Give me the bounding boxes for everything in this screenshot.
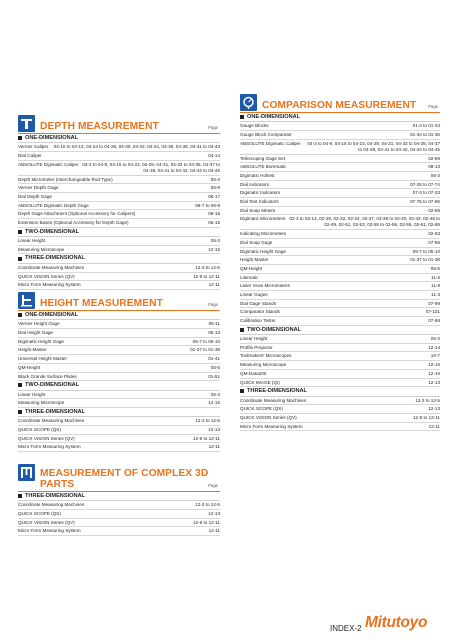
page-reference: 06-9 [210, 185, 220, 191]
index-row [18, 346, 220, 355]
product-name: Digimatic Holtest [240, 172, 275, 178]
index-row [18, 202, 220, 211]
category-heading [18, 254, 220, 263]
section-title: HEIGHT MEASUREMENT [40, 298, 163, 309]
product-name: Comparator Stands [240, 309, 280, 315]
page-reference: 12-3 to 12-5 [195, 418, 220, 424]
product-name: Dial Gage Stands [240, 300, 277, 306]
product-name: QM-Height [18, 364, 41, 370]
index-row [240, 282, 440, 291]
index-row [240, 230, 440, 239]
index-row [240, 207, 440, 216]
category-label: ONE-DIMENSIONAL [25, 135, 79, 141]
page-reference: 12-3 to 12-5 [195, 264, 220, 270]
index-row [240, 405, 440, 414]
product-name: QUICK IMAGE (QI) [240, 379, 280, 385]
product-name: Digimatic Micrometers [240, 216, 286, 222]
page-reference: 01-51 [208, 373, 220, 379]
product-name: Toolmakers' Microscopes [240, 353, 292, 359]
index-row [18, 176, 220, 185]
page-reference: 07-75 to 07-86 [410, 198, 440, 204]
product-name: Height Master [240, 257, 269, 263]
complex-3d-section [18, 464, 220, 536]
index-row [240, 379, 440, 388]
page-reference: 05-7 to 05-10 [192, 338, 220, 344]
brand-logo: Mitutoyo [365, 614, 428, 631]
square-bullet-icon [18, 230, 22, 234]
page-column-label: Page [208, 302, 218, 307]
index-row [18, 501, 220, 510]
page-reference: 01-3 to 01-33 [412, 123, 440, 129]
product-name: Micro Form Measuring System [18, 444, 81, 450]
index-row [18, 264, 220, 273]
index-row [240, 155, 440, 164]
page-reference: 04-10 to 04-13, 04-24 to 04-28, 04-30, 04-32, 04-34, 04-36, 04-39, 04-41 to 04-43 [53, 144, 220, 150]
product-name: QUICK SCOPE (QS) [240, 406, 283, 412]
product-name: Dial Snap Gage [240, 239, 273, 245]
index-row [18, 364, 220, 373]
category-label: THREE-DIMENSIONAL [25, 408, 85, 415]
category-label: THREE-DIMENSIONAL [25, 493, 85, 499]
product-name: Micro Form Measuring System [18, 528, 81, 534]
product-name: ABSOLUTE Digimatic Caliper [240, 140, 301, 146]
index-row [18, 399, 220, 408]
page-reference: 01-34 to 01-35 [410, 132, 440, 138]
product-name: ABSOLUTE Digimatic Caliper [18, 161, 79, 167]
product-name: Coordinate Measuring Machines [240, 397, 307, 403]
page-reference: 12-11 [208, 444, 220, 450]
height-gauge-icon [18, 292, 35, 309]
page-reference: 12-13 [428, 406, 440, 412]
page-reference: 01-37 to 01-38 [190, 347, 220, 353]
index-row [18, 426, 220, 435]
page-reference: 07-101 [425, 309, 440, 315]
index-row [240, 256, 440, 265]
category-heading [18, 228, 220, 237]
page-reference: 05-5 [430, 265, 440, 271]
product-name: QUICK VISION Series (QV) [18, 273, 75, 279]
page-reference: 12-15 [208, 246, 220, 252]
page-reference: 12-13 [208, 427, 220, 433]
page-reference: 12-15 [428, 362, 440, 368]
page-reference: 05-11 [208, 321, 220, 327]
product-name: Dial Caliper [18, 153, 42, 159]
index-row [18, 391, 220, 400]
page-reference: 07-25 to 07-74 [410, 181, 440, 187]
page-reference: 08-13 [428, 164, 440, 170]
category-label: TWO-DIMENSIONAL [247, 326, 302, 333]
page-reference: 12-9 to 12-11 [413, 414, 440, 420]
page-column-label: Page [208, 483, 218, 488]
product-name: Digimatic Height Gage [240, 248, 286, 254]
index-row [240, 122, 440, 131]
product-name: Coordinate Measuring Machines [18, 418, 85, 424]
square-bullet-icon [240, 389, 244, 393]
product-name: Linear Height [240, 336, 268, 342]
section-title: COMPARISON MEASUREMENT [262, 100, 417, 111]
index-row [240, 140, 440, 155]
index-row [18, 329, 220, 338]
height-measurement-section [18, 288, 220, 452]
category-heading [240, 113, 440, 122]
square-bullet-icon [240, 115, 244, 119]
depth-gauge-icon [18, 115, 35, 132]
page-reference: 11-8 [431, 283, 440, 289]
index-row [240, 189, 440, 198]
section-groups [18, 311, 220, 452]
product-name: Measuring Microscope [18, 246, 65, 252]
square-bullet-icon [240, 328, 244, 332]
product-name: Dial Height Gage [18, 330, 53, 336]
square-bullet-icon [18, 313, 22, 317]
index-row [18, 193, 220, 202]
product-name: Dial Snap Meters [240, 207, 276, 213]
page-reference: 05-3 [430, 336, 440, 342]
index-row [18, 519, 220, 528]
page-reference: 12-13 [428, 379, 440, 385]
category-heading [18, 311, 220, 320]
index-row [18, 161, 220, 176]
product-name: Black Granite Surface Plates [18, 373, 77, 379]
category-label: ONE-DIMENSIONAL [247, 114, 301, 120]
index-row [240, 239, 440, 248]
page-reference: 05-3 [210, 238, 220, 244]
product-name: Digimatic Height Gage [18, 338, 64, 344]
product-name: QUICK SCOPE (QS) [18, 511, 61, 517]
product-name: Micro Form Measuring System [240, 423, 303, 429]
category-label: ONE-DIMENSIONAL [25, 312, 79, 318]
page-reference: 11-5 [431, 274, 440, 280]
product-name: Linear Gages [240, 291, 268, 297]
index-row [240, 131, 440, 140]
product-name: Linear Height [18, 238, 46, 244]
square-bullet-icon [18, 257, 22, 261]
page-reference: 05-5 [210, 364, 220, 370]
page-reference: 06-17 [208, 193, 220, 199]
index-row [240, 317, 440, 326]
product-name: Depth Micrometer (Interchangeable Rod Type) [18, 176, 113, 182]
product-name: QUICK VISION Series (QV) [18, 519, 75, 525]
product-name: Height Master [18, 347, 47, 353]
index-row [240, 308, 440, 317]
product-name: ABSOLUTE Digimatic Depth Gage [18, 202, 89, 208]
page-reference: 12-16 [428, 370, 440, 376]
index-row [18, 237, 220, 246]
product-name: Calibration Tester [240, 318, 276, 324]
section-title: DEPTH MEASUREMENT [40, 121, 159, 132]
index-row [18, 338, 220, 347]
square-bullet-icon [18, 410, 22, 414]
page-reference: 07-88 [428, 318, 440, 324]
index-row [240, 215, 440, 230]
product-name: Micro Form Measuring System [18, 282, 81, 288]
category-heading [18, 408, 220, 417]
index-row [240, 163, 440, 172]
product-name: Coordinate Measuring Machines [18, 502, 85, 508]
product-name: Extension Bases (Optional Accessory for Depth Gage) [18, 219, 129, 225]
page-reference: 12-9 to 12-11 [193, 435, 220, 441]
index-row [18, 152, 220, 161]
page-reference: 12-9 to 12-11 [193, 273, 220, 279]
page-reference: 06-7 to 06-8 [195, 202, 220, 208]
index-row [18, 273, 220, 282]
index-row [18, 443, 220, 452]
index-row [18, 210, 220, 219]
page-reference: 01-41 [208, 356, 220, 362]
section-header [18, 111, 220, 134]
page-reference: 11-3 [431, 291, 440, 297]
page-reference: 05-13 [208, 330, 220, 336]
index-row [240, 198, 440, 207]
section-groups [18, 492, 220, 536]
section-header [18, 288, 220, 311]
page-reference: 01-37 to 01-38 [410, 257, 440, 263]
category-label: THREE-DIMENSIONAL [247, 388, 307, 395]
page-reference: 05-7 to 05-10 [412, 248, 440, 254]
page-reference: 08-3 [430, 172, 440, 178]
square-bullet-icon [18, 494, 22, 498]
product-name: Dial Depth Gage [18, 193, 52, 199]
product-name: QM-Height [240, 265, 263, 271]
page-reference: 04-3 to 04-9, 04-15 to 04-23, 04-29, 04-31, 04-33 to 04-35, 04-37 to 04-38, 04-41 to 04-42, 04-44 to 04-45 [307, 140, 440, 152]
section-title: MEASUREMENT OF COMPLEX 3D PARTS [40, 468, 209, 490]
index-row [18, 219, 220, 228]
index-row [240, 352, 440, 361]
index-row [18, 527, 220, 536]
product-name: QUICK SCOPE (QS) [18, 427, 61, 433]
square-bullet-icon [18, 383, 22, 387]
category-heading [18, 134, 220, 143]
product-name: Coordinate Measuring Machines [18, 264, 85, 270]
section-groups [240, 113, 440, 431]
page-reference: 12-3 to 12-5 [195, 502, 220, 508]
index-row [18, 143, 220, 152]
page-reference: 06-16 [208, 211, 220, 217]
page-reference: 12-11 [428, 423, 440, 429]
product-name: Gauge Block Comparator [240, 132, 292, 138]
index-row [18, 184, 220, 193]
index-row [18, 246, 220, 255]
page-reference: 02-3 to 02-14, 02-29, 02-32, 02-34, 02-37, 02-39 to 02-40, 02-43, 02-46 to 02-49, 02-51, 02-53, 02-55 to 02-56, 02-59, 02-61, 02-68 [289, 216, 440, 228]
section-header [240, 90, 440, 113]
index-row [240, 414, 440, 423]
category-heading [240, 326, 440, 335]
product-name: Telescoping Gage Set [240, 155, 285, 161]
section-groups [18, 134, 220, 290]
page-reference: 02-69 [428, 155, 440, 161]
product-name: ABSOLUTE Borematic [240, 164, 287, 170]
index-row [240, 397, 440, 406]
index-row [240, 370, 440, 379]
index-row [240, 181, 440, 190]
depth-measurement-section [18, 111, 220, 290]
index-row [240, 344, 440, 353]
index-row [18, 435, 220, 444]
product-name: QUICK VISION Series (QV) [18, 435, 75, 441]
product-name: Dial Indicators [240, 181, 270, 187]
product-name: Measuring Microscope [240, 362, 287, 368]
page-reference: 07-96 [428, 239, 440, 245]
indicator-icon [240, 94, 257, 111]
index-row [18, 373, 220, 382]
category-label: THREE-DIMENSIONAL [25, 255, 85, 262]
square-bullet-icon [18, 136, 22, 140]
page-reference: 06-3 [210, 176, 220, 182]
section-header [18, 464, 220, 492]
index-row [18, 320, 220, 329]
cmm-icon [18, 464, 35, 481]
product-name: Dial Test Indicators [240, 198, 279, 204]
page-reference: 02-65 [428, 207, 440, 213]
product-name: Vernier Depth Gage [18, 185, 59, 191]
product-name: Gauge Blocks [240, 123, 269, 129]
index-row [240, 423, 440, 432]
category-heading [240, 387, 440, 396]
index-row [240, 361, 440, 370]
index-row [240, 291, 440, 300]
category-label: TWO-DIMENSIONAL [25, 382, 80, 389]
index-row [240, 248, 440, 257]
page-column-label: Page [208, 125, 218, 130]
category-label: TWO-DIMENSIONAL [25, 228, 80, 235]
product-name: Measuring Microscope [18, 400, 65, 406]
page-reference: 12-3 to 12-5 [415, 397, 440, 403]
product-name: Digimatic Indicators [240, 190, 281, 196]
page-reference: 04-14 [208, 153, 220, 159]
page-reference: 02-63 [428, 231, 440, 237]
page-reference: 04-3 to 04-9, 04-15 to 04-23, 04-29, 04-31, 04-33 to 04-35, 04-37 to 04-38, 04-41 to 04-42, 04-44 to 04-45 [82, 161, 220, 173]
product-name: Universal Height Master [18, 356, 68, 362]
page-reference: 05-3 [210, 391, 220, 397]
page-reference: 06-15 [208, 219, 220, 225]
category-heading [18, 492, 220, 501]
product-name: QUICK VISION Series (QV) [240, 414, 297, 420]
page-reference: 12-15 [208, 400, 220, 406]
page-reference: 07-99 [428, 300, 440, 306]
index-row [240, 172, 440, 181]
product-name: Laser Scan Micrometers [240, 283, 290, 289]
page-reference: 12-11 [208, 282, 220, 288]
product-name: Vernier Height Gage [18, 321, 60, 327]
page-reference: 07-3 to 07-23 [412, 190, 440, 196]
page-reference: 12-9 to 12-11 [193, 519, 220, 525]
page-index: INDEX-2 [330, 624, 362, 633]
page-reference: 12-13 [208, 511, 220, 517]
index-row [18, 417, 220, 426]
product-name: Depth Gage Attachment (Optional Accessory for Calipers) [18, 211, 136, 217]
index-row [18, 510, 220, 519]
index-row [240, 274, 440, 283]
product-name: Indicating Micrometers [240, 231, 287, 237]
product-name: Litematic [240, 274, 259, 280]
index-row [240, 265, 440, 274]
index-row [240, 335, 440, 344]
index-row [240, 300, 440, 309]
page-reference: 12-11 [208, 528, 220, 534]
index-row [18, 355, 220, 364]
category-heading [18, 381, 220, 390]
product-name: QM-Data200 [240, 370, 267, 376]
comparison-measurement-section [240, 90, 440, 431]
page-column-label: Page [428, 104, 438, 109]
product-name: Vernier Caliper [18, 144, 49, 150]
page-reference: 10-7 [430, 353, 440, 359]
product-name: Profile Projector [240, 344, 273, 350]
product-name: Linear Height [18, 391, 46, 397]
page-reference: 12-14 [428, 344, 440, 350]
